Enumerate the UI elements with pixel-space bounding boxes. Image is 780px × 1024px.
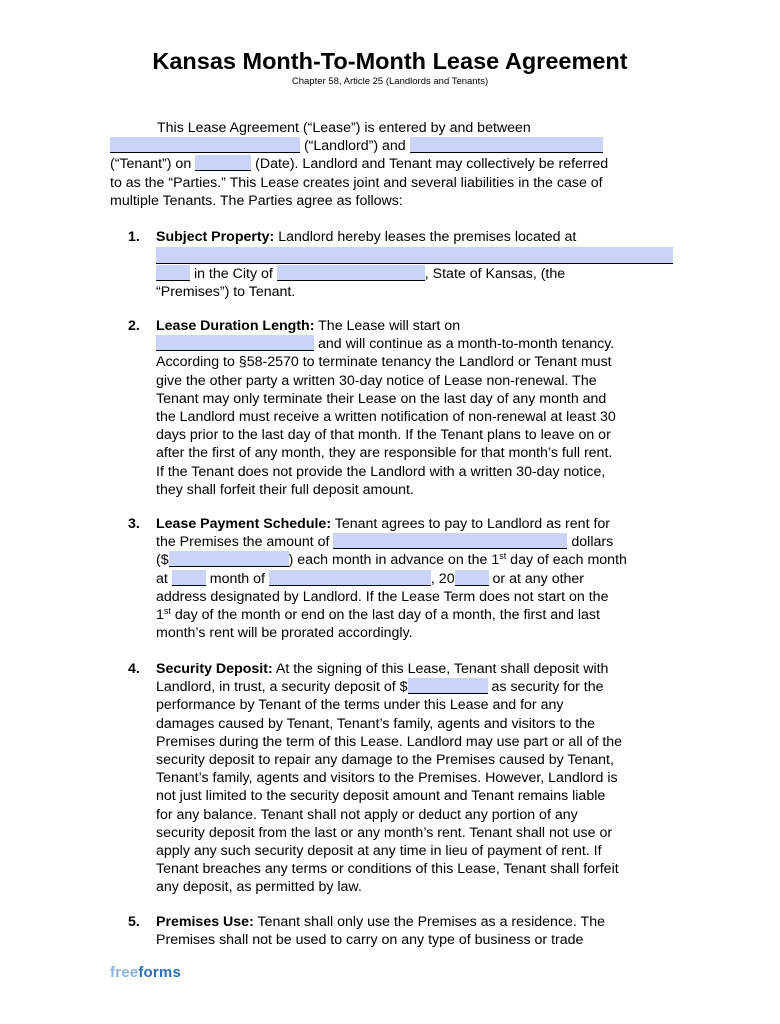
section-text: security deposit from the last or any month’s rent. Tenant shall not use or bbox=[156, 824, 613, 841]
section-text: Landlord hereby leases the premises located at bbox=[278, 229, 577, 245]
section-text: month of bbox=[209, 570, 265, 587]
landlord-name-field[interactable] bbox=[110, 137, 300, 153]
section-text: Tenant agrees to pay to Landlord as rent for bbox=[334, 516, 611, 532]
intro-line-2 bbox=[110, 137, 670, 155]
section-heading: Security Deposit: bbox=[156, 661, 273, 677]
lease-date-field[interactable] bbox=[195, 155, 251, 171]
property-address-cont-field[interactable] bbox=[156, 265, 190, 281]
section-text: address designated by Landlord. If the Lease Term does not start on the bbox=[156, 588, 609, 605]
section-security-deposit bbox=[128, 660, 673, 897]
section-text: “Premises”) to Tenant. bbox=[156, 284, 296, 301]
section-premises-use bbox=[128, 913, 673, 949]
section-text: According to §58-2570 to terminate tenancy the Landlord or Tenant must bbox=[156, 354, 612, 371]
section-text: day of the month or end on the last day of a month, the first and last bbox=[170, 607, 600, 624]
section-text: day of each month bbox=[506, 552, 627, 569]
intro-date-text: (Date). Landlord and Tenant may collectively be referred bbox=[255, 156, 609, 173]
section-text: any deposit, as permitted by law. bbox=[156, 879, 362, 896]
ordinal-suffix: st bbox=[163, 606, 171, 617]
intro-line-1: This Lease Agreement (“Lease”) is entered by and between bbox=[157, 120, 531, 136]
section-text: Landlord, in trust, a security deposit of $ bbox=[156, 679, 408, 696]
section-text: , 20 bbox=[430, 570, 455, 587]
intro-line-5: multiple Tenants. The Parties agree as follows: bbox=[110, 192, 403, 209]
section-text: for any balance. Tenant shall not apply or deduct any portion of any bbox=[156, 806, 578, 823]
section-text: after the first of any month, they are responsible for that month’s full rent. bbox=[156, 445, 613, 462]
start-date-field[interactable] bbox=[156, 335, 314, 351]
section-text: Tenant’s family, agents and visitors to the Premises. However, Landlord is bbox=[156, 770, 618, 787]
section-text: At the signing of this Lease, Tenant shall deposit with bbox=[275, 661, 609, 677]
section-text: Tenant breaches any terms or conditions of this Lease, Tenant shall forfeit bbox=[156, 861, 619, 878]
section-text: as security for the bbox=[491, 679, 604, 696]
section-payment-schedule bbox=[128, 515, 673, 642]
section-heading: Subject Property: bbox=[156, 229, 275, 245]
section-text: and will continue as a month-to-month tenancy. bbox=[317, 336, 615, 353]
section-text: they shall forfeit their full deposit amount. bbox=[156, 481, 414, 498]
section-text: ) each month in advance on the 1 bbox=[288, 552, 500, 569]
section-text: , State of Kansas, (the bbox=[424, 266, 566, 283]
section-text: performance by Tenant of the terms under this Lease and for any bbox=[156, 697, 564, 714]
section-text: month’s rent will be prorated accordingly. bbox=[156, 625, 413, 642]
section-text: give the other party a written 30-day notice of Lease non-renewal. The bbox=[156, 372, 597, 389]
section-text: apply any such security deposit at any time in lieu of payment of rent. If bbox=[156, 843, 602, 860]
intro-landlord-label: (“Landlord”) and bbox=[303, 138, 406, 155]
section-text: Tenant may only terminate their Lease on the last day of any month and bbox=[156, 390, 607, 407]
first-payment-year-field[interactable] bbox=[455, 570, 489, 586]
section-text: Tenant shall only use the Premises as a residence. The bbox=[257, 914, 606, 930]
section-text: at bbox=[156, 570, 168, 587]
section-text: damages caused by Tenant, Tenant’s family, agents and visitors to the bbox=[156, 715, 596, 732]
freeforms-logo bbox=[110, 964, 181, 982]
tenant-name-field[interactable] bbox=[410, 137, 603, 153]
section-text: days prior to the last day of that month. If the Tenant plans to leave on or bbox=[156, 427, 611, 444]
section-text: ($ bbox=[156, 552, 169, 569]
section-number: 4. bbox=[128, 661, 140, 677]
logo-text-forms: forms bbox=[138, 964, 182, 981]
first-payment-month-field[interactable] bbox=[269, 570, 431, 586]
rent-amount-words-field[interactable] bbox=[333, 533, 567, 549]
section-heading: Lease Payment Schedule: bbox=[156, 516, 332, 532]
section-lease-duration bbox=[128, 317, 673, 499]
section-text: the Landlord must receive a written notification of non-renewal at least 30 bbox=[156, 409, 616, 426]
intro-line-4: to as the “Parties.” This Lease creates joint and several liabilities in the case of bbox=[110, 174, 603, 191]
section-subject-property bbox=[128, 228, 673, 302]
section-text: Premises during the term of this Lease. Landlord may use part or all of the bbox=[156, 733, 623, 750]
ordinal-suffix: st bbox=[499, 551, 507, 562]
document-title: Kansas Month-To-Month Lease Agreement bbox=[152, 48, 628, 74]
security-deposit-field[interactable] bbox=[408, 678, 488, 694]
section-heading: Lease Duration Length: bbox=[156, 318, 315, 334]
section-heading: Premises Use: bbox=[156, 914, 254, 930]
section-number: 3. bbox=[128, 516, 140, 532]
section-number: 2. bbox=[128, 318, 140, 334]
section-text: in the City of bbox=[193, 266, 273, 283]
section-text: 1 bbox=[156, 607, 164, 624]
property-city-field[interactable] bbox=[277, 265, 425, 281]
first-payment-amount-field[interactable] bbox=[172, 570, 206, 586]
section-text: or at any other bbox=[492, 570, 585, 587]
section-text: The Lease will start on bbox=[318, 318, 461, 334]
document-subtitle: Chapter 58, Article 25 (Landlords and Tenants) bbox=[291, 76, 489, 87]
section-number: 1. bbox=[128, 229, 140, 245]
section-text: If the Tenant does not provide the Landlord with a written 30-day notice, bbox=[156, 463, 606, 480]
section-text: security deposit to repair any damage to the Premises caused by Tenant, bbox=[156, 752, 614, 769]
section-text: dollars bbox=[571, 534, 614, 551]
intro-line-3 bbox=[110, 155, 670, 173]
rent-amount-field[interactable] bbox=[169, 551, 289, 567]
section-number: 5. bbox=[128, 914, 140, 930]
intro-paragraph bbox=[110, 119, 670, 210]
intro-tenant-label: (“Tenant”) on bbox=[110, 156, 192, 173]
logo-text-free: free bbox=[110, 964, 139, 981]
section-text: not just limited to the security deposit amount and Tenant remains liable bbox=[156, 788, 606, 805]
property-address-field[interactable] bbox=[156, 247, 673, 264]
section-text: Premises shall not be used to carry on any type of business or trade bbox=[156, 932, 584, 949]
section-text: the Premises the amount of bbox=[156, 534, 330, 551]
